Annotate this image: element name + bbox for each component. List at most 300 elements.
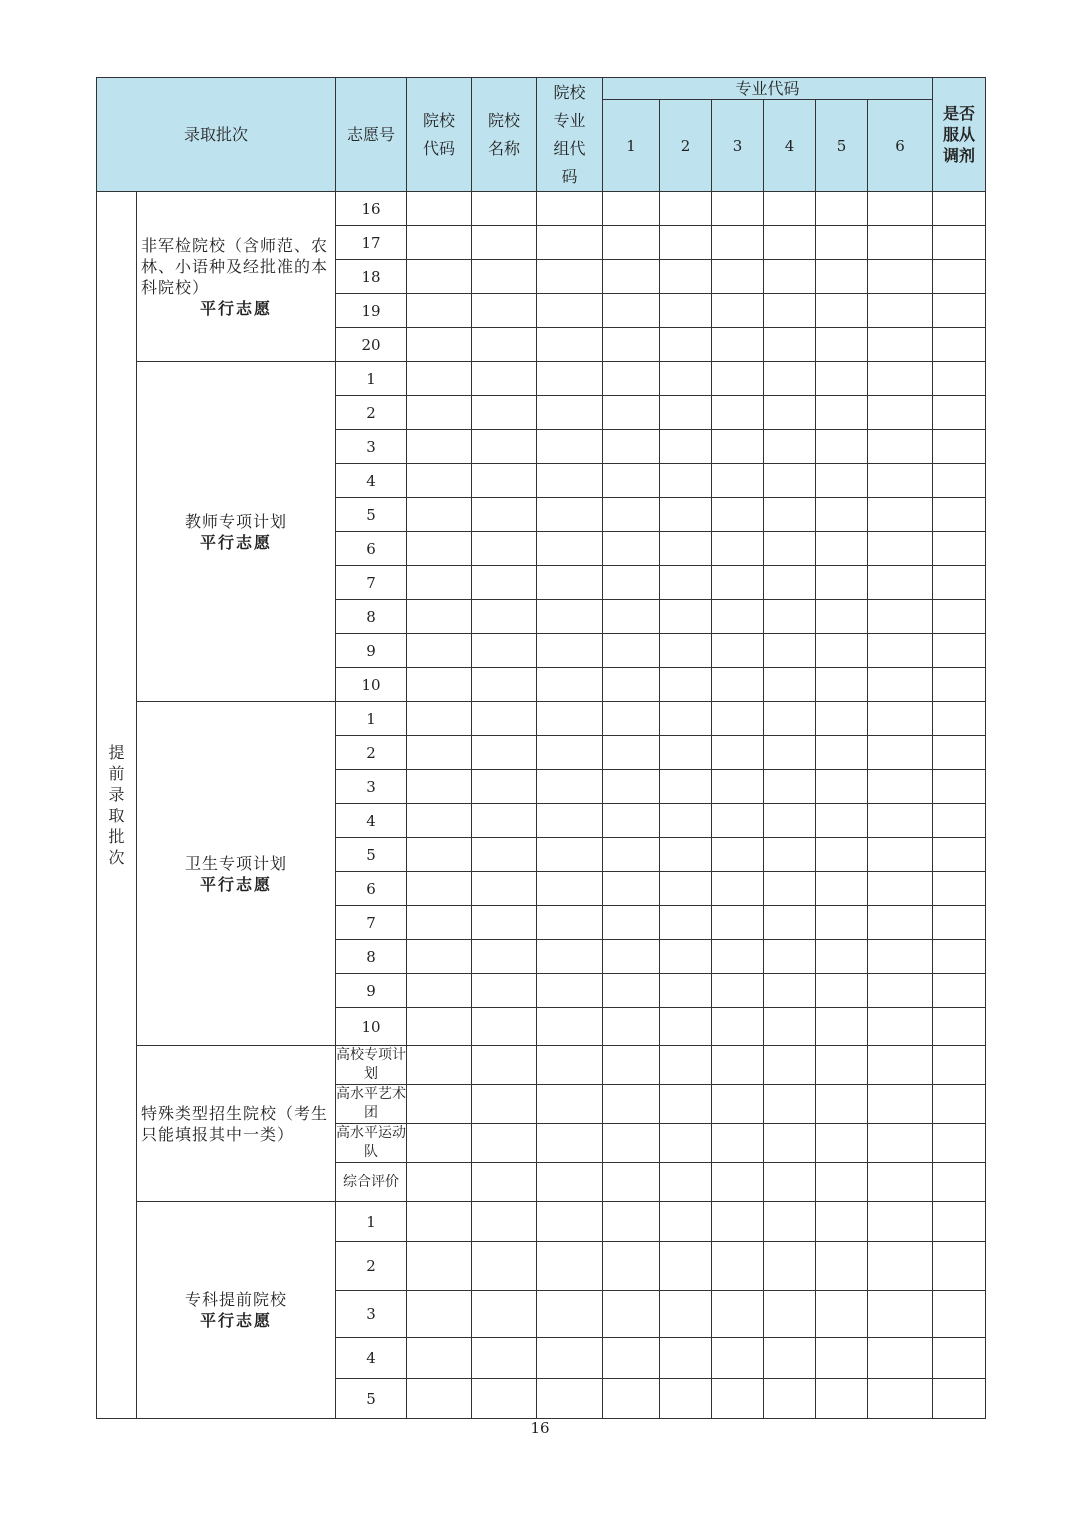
entry-cell[interactable] (816, 736, 868, 770)
entry-cell[interactable] (537, 940, 603, 974)
entry-cell[interactable] (868, 600, 933, 634)
entry-cell[interactable] (712, 1124, 764, 1163)
entry-cell[interactable] (764, 498, 816, 532)
entry-cell[interactable] (537, 1379, 603, 1419)
entry-cell[interactable] (472, 668, 537, 702)
entry-cell[interactable] (603, 498, 660, 532)
entry-cell[interactable] (407, 498, 472, 532)
entry-cell[interactable] (407, 1008, 472, 1046)
entry-cell[interactable] (603, 430, 660, 464)
entry-cell[interactable] (933, 396, 986, 430)
entry-cell[interactable] (603, 736, 660, 770)
entry-cell[interactable] (407, 464, 472, 498)
entry-cell[interactable] (712, 1202, 764, 1242)
entry-cell[interactable] (868, 702, 933, 736)
entry-cell[interactable] (933, 872, 986, 906)
entry-cell[interactable] (868, 668, 933, 702)
entry-cell[interactable] (933, 804, 986, 838)
entry-cell[interactable] (868, 736, 933, 770)
entry-cell[interactable] (868, 1046, 933, 1085)
entry-cell[interactable] (764, 226, 816, 260)
entry-cell[interactable] (472, 736, 537, 770)
entry-cell[interactable] (537, 872, 603, 906)
entry-cell[interactable] (933, 600, 986, 634)
entry-cell[interactable] (712, 362, 764, 396)
entry-cell[interactable] (660, 1163, 712, 1202)
entry-cell[interactable] (537, 906, 603, 940)
entry-cell[interactable] (407, 1338, 472, 1379)
entry-cell[interactable] (660, 940, 712, 974)
entry-cell[interactable] (764, 1008, 816, 1046)
entry-cell[interactable] (816, 1085, 868, 1124)
entry-cell[interactable] (712, 1338, 764, 1379)
entry-cell[interactable] (660, 804, 712, 838)
entry-cell[interactable] (933, 906, 986, 940)
entry-cell[interactable] (537, 702, 603, 736)
entry-cell[interactable] (712, 770, 764, 804)
entry-cell[interactable] (816, 396, 868, 430)
entry-cell[interactable] (472, 974, 537, 1008)
entry-cell[interactable] (764, 872, 816, 906)
entry-cell[interactable] (537, 464, 603, 498)
entry-cell[interactable] (537, 498, 603, 532)
entry-cell[interactable] (868, 1163, 933, 1202)
entry-cell[interactable] (603, 1379, 660, 1419)
entry-cell[interactable] (660, 906, 712, 940)
entry-cell[interactable] (472, 532, 537, 566)
entry-cell[interactable] (764, 940, 816, 974)
entry-cell[interactable] (407, 1124, 472, 1163)
entry-cell[interactable] (816, 328, 868, 362)
entry-cell[interactable] (407, 328, 472, 362)
entry-cell[interactable] (764, 294, 816, 328)
entry-cell[interactable] (603, 396, 660, 430)
entry-cell[interactable] (712, 226, 764, 260)
entry-cell[interactable] (764, 838, 816, 872)
entry-cell[interactable] (603, 804, 660, 838)
entry-cell[interactable] (868, 974, 933, 1008)
entry-cell[interactable] (603, 1163, 660, 1202)
entry-cell[interactable] (712, 634, 764, 668)
entry-cell[interactable] (816, 294, 868, 328)
entry-cell[interactable] (868, 328, 933, 362)
entry-cell[interactable] (933, 1008, 986, 1046)
entry-cell[interactable] (933, 328, 986, 362)
entry-cell[interactable] (933, 736, 986, 770)
entry-cell[interactable] (537, 1046, 603, 1085)
entry-cell[interactable] (407, 430, 472, 464)
entry-cell[interactable] (472, 906, 537, 940)
entry-cell[interactable] (472, 838, 537, 872)
entry-cell[interactable] (712, 328, 764, 362)
entry-cell[interactable] (712, 736, 764, 770)
entry-cell[interactable] (603, 872, 660, 906)
entry-cell[interactable] (537, 838, 603, 872)
entry-cell[interactable] (407, 906, 472, 940)
entry-cell[interactable] (868, 906, 933, 940)
entry-cell[interactable] (933, 260, 986, 294)
entry-cell[interactable] (407, 226, 472, 260)
entry-cell[interactable] (537, 1338, 603, 1379)
entry-cell[interactable] (537, 1124, 603, 1163)
entry-cell[interactable] (764, 1242, 816, 1291)
entry-cell[interactable] (537, 634, 603, 668)
entry-cell[interactable] (933, 1085, 986, 1124)
entry-cell[interactable] (868, 770, 933, 804)
entry-cell[interactable] (816, 668, 868, 702)
entry-cell[interactable] (712, 974, 764, 1008)
entry-cell[interactable] (603, 1046, 660, 1085)
entry-cell[interactable] (537, 192, 603, 226)
entry-cell[interactable] (472, 770, 537, 804)
entry-cell[interactable] (764, 1163, 816, 1202)
entry-cell[interactable] (660, 498, 712, 532)
entry-cell[interactable] (933, 634, 986, 668)
entry-cell[interactable] (660, 192, 712, 226)
entry-cell[interactable] (816, 430, 868, 464)
entry-cell[interactable] (764, 600, 816, 634)
entry-cell[interactable] (472, 1291, 537, 1338)
entry-cell[interactable] (407, 1242, 472, 1291)
entry-cell[interactable] (933, 702, 986, 736)
entry-cell[interactable] (764, 328, 816, 362)
entry-cell[interactable] (712, 532, 764, 566)
entry-cell[interactable] (603, 668, 660, 702)
entry-cell[interactable] (816, 940, 868, 974)
entry-cell[interactable] (407, 192, 472, 226)
entry-cell[interactable] (660, 702, 712, 736)
entry-cell[interactable] (472, 1046, 537, 1085)
entry-cell[interactable] (603, 1085, 660, 1124)
entry-cell[interactable] (660, 294, 712, 328)
entry-cell[interactable] (537, 430, 603, 464)
entry-cell[interactable] (933, 532, 986, 566)
entry-cell[interactable] (868, 1379, 933, 1419)
entry-cell[interactable] (660, 1124, 712, 1163)
entry-cell[interactable] (537, 1242, 603, 1291)
entry-cell[interactable] (407, 702, 472, 736)
entry-cell[interactable] (712, 1242, 764, 1291)
entry-cell[interactable] (660, 226, 712, 260)
entry-cell[interactable] (712, 940, 764, 974)
entry-cell[interactable] (933, 1242, 986, 1291)
entry-cell[interactable] (712, 906, 764, 940)
entry-cell[interactable] (712, 702, 764, 736)
entry-cell[interactable] (407, 294, 472, 328)
entry-cell[interactable] (472, 872, 537, 906)
entry-cell[interactable] (868, 804, 933, 838)
entry-cell[interactable] (764, 396, 816, 430)
entry-cell[interactable] (764, 430, 816, 464)
entry-cell[interactable] (712, 600, 764, 634)
entry-cell[interactable] (537, 736, 603, 770)
entry-cell[interactable] (712, 1163, 764, 1202)
entry-cell[interactable] (933, 1163, 986, 1202)
entry-cell[interactable] (868, 362, 933, 396)
entry-cell[interactable] (660, 872, 712, 906)
entry-cell[interactable] (816, 260, 868, 294)
entry-cell[interactable] (764, 1379, 816, 1419)
entry-cell[interactable] (472, 260, 537, 294)
entry-cell[interactable] (472, 226, 537, 260)
entry-cell[interactable] (933, 362, 986, 396)
entry-cell[interactable] (712, 1085, 764, 1124)
entry-cell[interactable] (537, 294, 603, 328)
entry-cell[interactable] (816, 1202, 868, 1242)
entry-cell[interactable] (933, 1338, 986, 1379)
entry-cell[interactable] (660, 600, 712, 634)
entry-cell[interactable] (407, 736, 472, 770)
entry-cell[interactable] (712, 838, 764, 872)
entry-cell[interactable] (407, 940, 472, 974)
entry-cell[interactable] (764, 668, 816, 702)
entry-cell[interactable] (933, 566, 986, 600)
entry-cell[interactable] (472, 328, 537, 362)
entry-cell[interactable] (472, 1242, 537, 1291)
entry-cell[interactable] (660, 1202, 712, 1242)
entry-cell[interactable] (712, 804, 764, 838)
entry-cell[interactable] (660, 1338, 712, 1379)
entry-cell[interactable] (603, 1338, 660, 1379)
entry-cell[interactable] (603, 1202, 660, 1242)
entry-cell[interactable] (764, 1291, 816, 1338)
entry-cell[interactable] (816, 464, 868, 498)
entry-cell[interactable] (660, 974, 712, 1008)
entry-cell[interactable] (712, 1046, 764, 1085)
entry-cell[interactable] (816, 1124, 868, 1163)
entry-cell[interactable] (660, 1008, 712, 1046)
entry-cell[interactable] (407, 1291, 472, 1338)
entry-cell[interactable] (537, 566, 603, 600)
entry-cell[interactable] (472, 294, 537, 328)
entry-cell[interactable] (537, 1085, 603, 1124)
entry-cell[interactable] (537, 804, 603, 838)
entry-cell[interactable] (868, 532, 933, 566)
entry-cell[interactable] (868, 838, 933, 872)
entry-cell[interactable] (868, 498, 933, 532)
entry-cell[interactable] (537, 328, 603, 362)
entry-cell[interactable] (712, 1008, 764, 1046)
entry-cell[interactable] (537, 1008, 603, 1046)
entry-cell[interactable] (407, 600, 472, 634)
entry-cell[interactable] (472, 600, 537, 634)
entry-cell[interactable] (660, 736, 712, 770)
entry-cell[interactable] (603, 634, 660, 668)
entry-cell[interactable] (816, 192, 868, 226)
entry-cell[interactable] (712, 1291, 764, 1338)
entry-cell[interactable] (816, 804, 868, 838)
entry-cell[interactable] (764, 736, 816, 770)
entry-cell[interactable] (764, 702, 816, 736)
entry-cell[interactable] (407, 1046, 472, 1085)
entry-cell[interactable] (407, 770, 472, 804)
entry-cell[interactable] (868, 872, 933, 906)
entry-cell[interactable] (660, 1242, 712, 1291)
entry-cell[interactable] (712, 872, 764, 906)
entry-cell[interactable] (933, 1124, 986, 1163)
entry-cell[interactable] (816, 362, 868, 396)
entry-cell[interactable] (933, 940, 986, 974)
entry-cell[interactable] (868, 1291, 933, 1338)
entry-cell[interactable] (603, 940, 660, 974)
entry-cell[interactable] (660, 1291, 712, 1338)
entry-cell[interactable] (816, 1242, 868, 1291)
entry-cell[interactable] (933, 1046, 986, 1085)
entry-cell[interactable] (660, 260, 712, 294)
entry-cell[interactable] (472, 634, 537, 668)
entry-cell[interactable] (868, 1124, 933, 1163)
entry-cell[interactable] (933, 294, 986, 328)
entry-cell[interactable] (868, 1202, 933, 1242)
entry-cell[interactable] (764, 192, 816, 226)
entry-cell[interactable] (868, 1242, 933, 1291)
entry-cell[interactable] (407, 872, 472, 906)
entry-cell[interactable] (712, 668, 764, 702)
entry-cell[interactable] (816, 702, 868, 736)
entry-cell[interactable] (660, 430, 712, 464)
entry-cell[interactable] (472, 396, 537, 430)
entry-cell[interactable] (407, 396, 472, 430)
entry-cell[interactable] (764, 906, 816, 940)
entry-cell[interactable] (933, 1291, 986, 1338)
entry-cell[interactable] (816, 1379, 868, 1419)
entry-cell[interactable] (764, 1338, 816, 1379)
entry-cell[interactable] (472, 804, 537, 838)
entry-cell[interactable] (603, 226, 660, 260)
entry-cell[interactable] (816, 872, 868, 906)
entry-cell[interactable] (537, 362, 603, 396)
entry-cell[interactable] (764, 1124, 816, 1163)
entry-cell[interactable] (472, 362, 537, 396)
entry-cell[interactable] (407, 838, 472, 872)
entry-cell[interactable] (816, 226, 868, 260)
entry-cell[interactable] (537, 1202, 603, 1242)
entry-cell[interactable] (712, 294, 764, 328)
entry-cell[interactable] (660, 1379, 712, 1419)
entry-cell[interactable] (764, 260, 816, 294)
entry-cell[interactable] (537, 226, 603, 260)
entry-cell[interactable] (712, 260, 764, 294)
entry-cell[interactable] (868, 1338, 933, 1379)
entry-cell[interactable] (472, 1338, 537, 1379)
entry-cell[interactable] (603, 1008, 660, 1046)
entry-cell[interactable] (603, 600, 660, 634)
entry-cell[interactable] (407, 804, 472, 838)
entry-cell[interactable] (660, 362, 712, 396)
entry-cell[interactable] (816, 1008, 868, 1046)
entry-cell[interactable] (407, 1085, 472, 1124)
entry-cell[interactable] (537, 668, 603, 702)
entry-cell[interactable] (603, 294, 660, 328)
entry-cell[interactable] (816, 1046, 868, 1085)
entry-cell[interactable] (868, 226, 933, 260)
entry-cell[interactable] (816, 600, 868, 634)
entry-cell[interactable] (407, 260, 472, 294)
entry-cell[interactable] (660, 634, 712, 668)
entry-cell[interactable] (933, 464, 986, 498)
entry-cell[interactable] (868, 260, 933, 294)
entry-cell[interactable] (933, 498, 986, 532)
entry-cell[interactable] (712, 1379, 764, 1419)
entry-cell[interactable] (712, 464, 764, 498)
entry-cell[interactable] (660, 838, 712, 872)
entry-cell[interactable] (407, 668, 472, 702)
entry-cell[interactable] (537, 770, 603, 804)
entry-cell[interactable] (816, 838, 868, 872)
entry-cell[interactable] (712, 498, 764, 532)
entry-cell[interactable] (868, 634, 933, 668)
entry-cell[interactable] (472, 464, 537, 498)
entry-cell[interactable] (764, 1046, 816, 1085)
entry-cell[interactable] (712, 396, 764, 430)
entry-cell[interactable] (472, 430, 537, 464)
entry-cell[interactable] (660, 1046, 712, 1085)
entry-cell[interactable] (868, 1008, 933, 1046)
entry-cell[interactable] (816, 634, 868, 668)
entry-cell[interactable] (764, 634, 816, 668)
entry-cell[interactable] (816, 566, 868, 600)
entry-cell[interactable] (660, 532, 712, 566)
entry-cell[interactable] (764, 362, 816, 396)
entry-cell[interactable] (603, 770, 660, 804)
entry-cell[interactable] (660, 770, 712, 804)
entry-cell[interactable] (868, 396, 933, 430)
entry-cell[interactable] (603, 566, 660, 600)
entry-cell[interactable] (472, 498, 537, 532)
entry-cell[interactable] (537, 600, 603, 634)
entry-cell[interactable] (407, 1202, 472, 1242)
entry-cell[interactable] (816, 1163, 868, 1202)
entry-cell[interactable] (868, 1085, 933, 1124)
entry-cell[interactable] (603, 328, 660, 362)
entry-cell[interactable] (868, 192, 933, 226)
entry-cell[interactable] (933, 226, 986, 260)
entry-cell[interactable] (933, 770, 986, 804)
entry-cell[interactable] (407, 532, 472, 566)
entry-cell[interactable] (603, 1242, 660, 1291)
entry-cell[interactable] (603, 362, 660, 396)
entry-cell[interactable] (603, 464, 660, 498)
entry-cell[interactable] (472, 566, 537, 600)
entry-cell[interactable] (472, 1163, 537, 1202)
entry-cell[interactable] (764, 770, 816, 804)
entry-cell[interactable] (816, 1291, 868, 1338)
entry-cell[interactable] (764, 1202, 816, 1242)
entry-cell[interactable] (933, 192, 986, 226)
entry-cell[interactable] (472, 1085, 537, 1124)
entry-cell[interactable] (537, 1163, 603, 1202)
entry-cell[interactable] (868, 566, 933, 600)
entry-cell[interactable] (933, 974, 986, 1008)
entry-cell[interactable] (764, 532, 816, 566)
entry-cell[interactable] (603, 906, 660, 940)
entry-cell[interactable] (712, 566, 764, 600)
entry-cell[interactable] (712, 430, 764, 464)
entry-cell[interactable] (933, 1379, 986, 1419)
entry-cell[interactable] (816, 498, 868, 532)
entry-cell[interactable] (472, 702, 537, 736)
entry-cell[interactable] (537, 1291, 603, 1338)
entry-cell[interactable] (816, 770, 868, 804)
entry-cell[interactable] (764, 464, 816, 498)
entry-cell[interactable] (472, 1379, 537, 1419)
entry-cell[interactable] (868, 294, 933, 328)
entry-cell[interactable] (537, 974, 603, 1008)
entry-cell[interactable] (407, 1163, 472, 1202)
entry-cell[interactable] (660, 396, 712, 430)
entry-cell[interactable] (472, 1202, 537, 1242)
entry-cell[interactable] (933, 668, 986, 702)
